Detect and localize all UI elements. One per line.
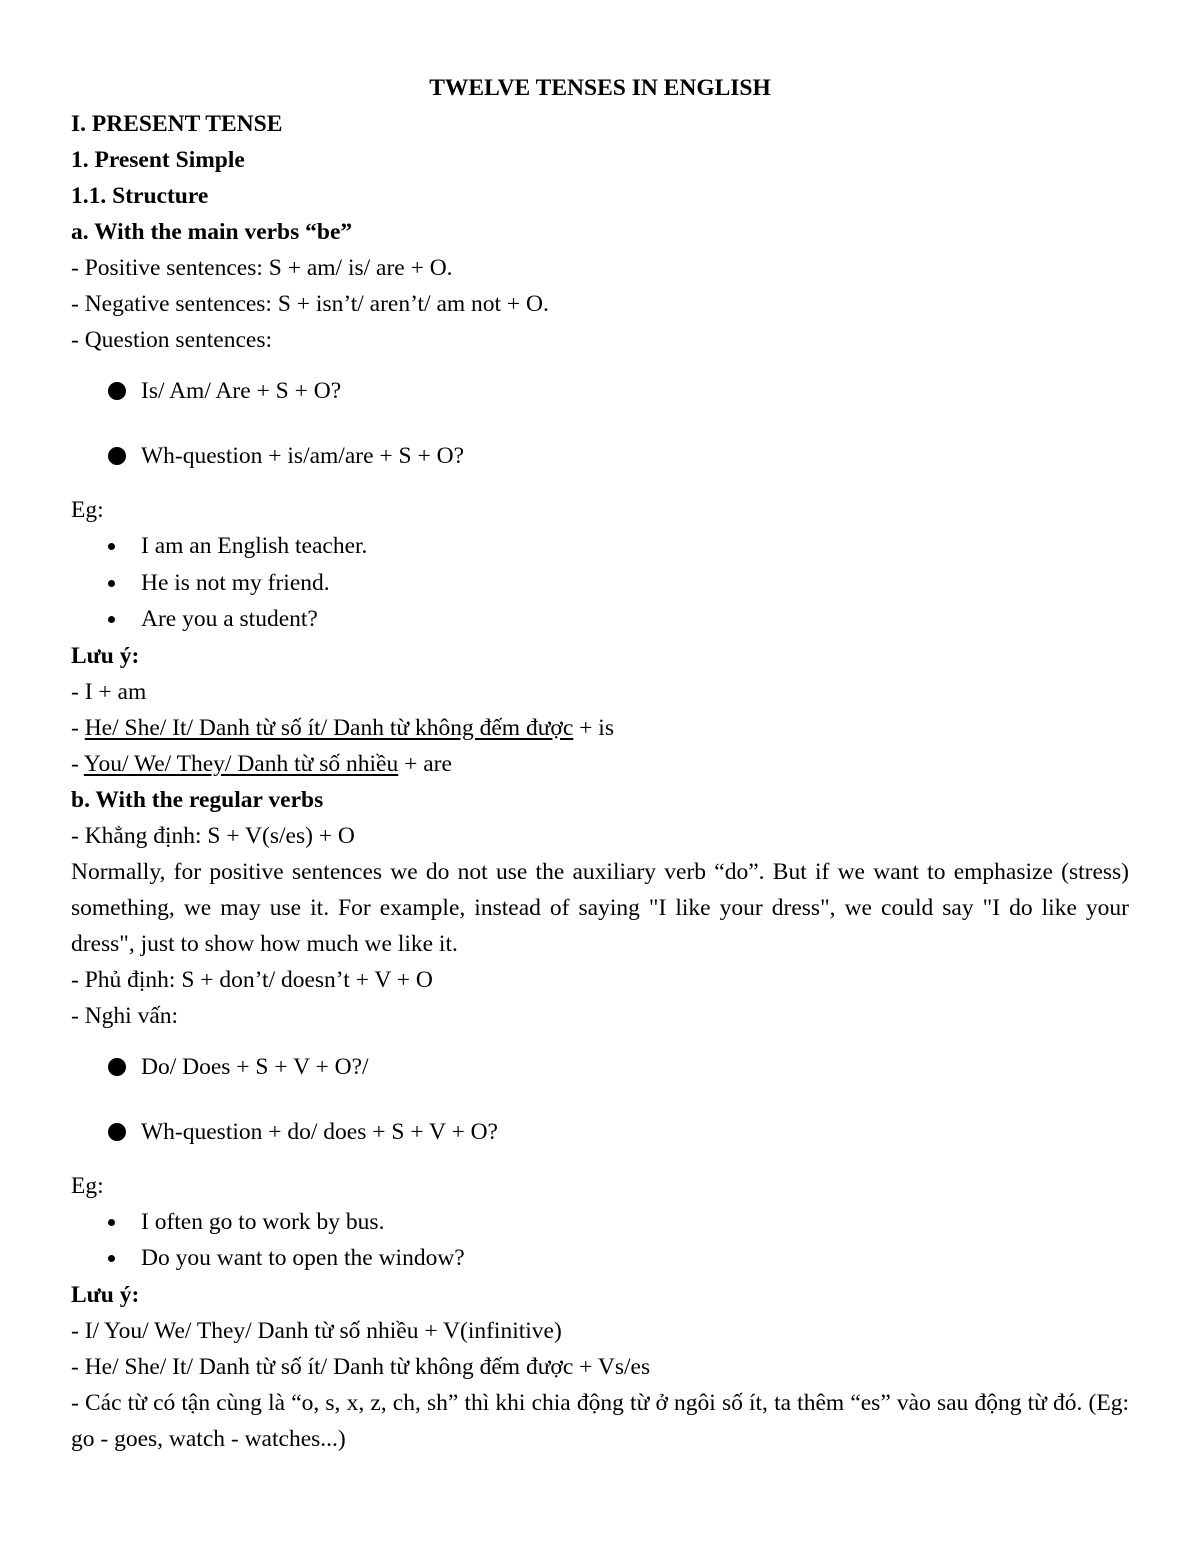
part-b-question: - Nghi vấn: <box>71 1002 179 1029</box>
part-b-note-2: - He/ She/ It/ Danh từ số ít/ Danh từ không đếm được + Vs/es <box>71 1353 651 1380</box>
list-item-text: Are you a student? <box>141 606 318 632</box>
section-heading: I. PRESENT TENSE <box>71 111 283 137</box>
note-suffix: + is <box>573 714 614 741</box>
document-title: TWELVE TENSES IN ENGLISH <box>429 75 771 101</box>
list-item-text: Is/ Am/ Are + S + O? <box>141 378 342 404</box>
subsubsection-heading: 1.1. Structure <box>71 183 209 209</box>
part-a-note-3 <box>71 746 1129 782</box>
part-b-note-3: - Các từ có tận cùng là “o, s, x, z, ch, sh” thì khi chia động từ ở ngôi số ít, ta thêm “es” vào sau động từ đó. (Eg: go - goes, watch - watches...) <box>71 1389 1129 1452</box>
list-item-text: He is not my friend. <box>141 569 330 596</box>
list-item <box>71 528 1129 565</box>
list-item <box>71 358 1129 423</box>
bullet-icon <box>108 1219 115 1226</box>
part-a-note-label: Lưu ý: <box>71 642 140 669</box>
part-a-note-2 <box>71 710 1129 746</box>
list-item-text: Do you want to open the window? <box>141 1245 465 1271</box>
note-prefix: - <box>71 750 84 777</box>
part-a-question: - Question sentences: <box>71 327 273 353</box>
note-prefix: - <box>71 714 85 741</box>
bullet-icon <box>108 580 115 587</box>
list-item <box>71 1240 1129 1277</box>
bullet-icon <box>108 1123 126 1141</box>
part-b-note-label: Lưu ý: <box>71 1281 140 1308</box>
part-a-negative: - Negative sentences: S + isn’t/ aren’t/ am not + O. <box>71 291 549 317</box>
bullet-icon <box>108 543 115 550</box>
part-b-negative: - Phủ định: S + don’t/ doesn’t + V + O <box>71 966 433 993</box>
note-suffix: + are <box>398 750 452 777</box>
part-a-positive: - Positive sentences: S + am/ is/ are + O. <box>71 255 453 281</box>
subsection-heading: 1. Present Simple <box>71 147 245 173</box>
part-b-positive: - Khẳng định: S + V(s/es) + O <box>71 822 355 849</box>
part-b-paragraph: Normally, for positive sentences we do not use the auxiliary verb “do”. But if we want to emphasize (stress) something, we may use it. For example, instead of saying "I like your dress", we could say "I do like your dress", just to show how much we like it. <box>71 858 1129 957</box>
list-item-text: Do/ Does + S + V + O?/ <box>141 1053 369 1080</box>
part-b-heading: b. With the regular verbs <box>71 786 324 813</box>
list-item <box>71 1099 1129 1164</box>
underlined-text: You/ We/ They/ Danh từ số nhiều <box>83 750 399 777</box>
list-item-text: I often go to work by bus. <box>141 1208 385 1235</box>
list-item-text: Wh-question + is/am/are + S + O? <box>141 443 464 469</box>
part-b-eg-label: Eg: <box>71 1172 104 1199</box>
list-item <box>71 565 1129 602</box>
list-item <box>71 1204 1129 1241</box>
part-b-note-1: - I/ You/ We/ They/ Danh từ số nhiều + V(infinitive) <box>71 1317 562 1344</box>
part-a-eg-label: Eg: <box>71 497 104 523</box>
bullet-icon <box>108 1255 115 1262</box>
part-a-heading: a. With the main verbs “be” <box>71 219 353 245</box>
document-page <box>71 70 1129 1457</box>
bullet-icon <box>108 616 115 623</box>
underlined-text: He/ She/ It/ Danh từ số ít/ Danh từ không đếm được <box>84 714 574 741</box>
bullet-icon <box>108 382 126 400</box>
list-item-text: I am an English teacher. <box>141 533 368 559</box>
list-item <box>71 601 1129 638</box>
list-item <box>71 423 1129 488</box>
list-item-text: Wh-question + do/ does + S + V + O? <box>141 1118 498 1145</box>
list-item <box>71 1034 1129 1099</box>
bullet-icon <box>108 447 126 465</box>
bullet-icon <box>108 1058 126 1076</box>
part-a-note-1: - I + am <box>71 678 147 705</box>
